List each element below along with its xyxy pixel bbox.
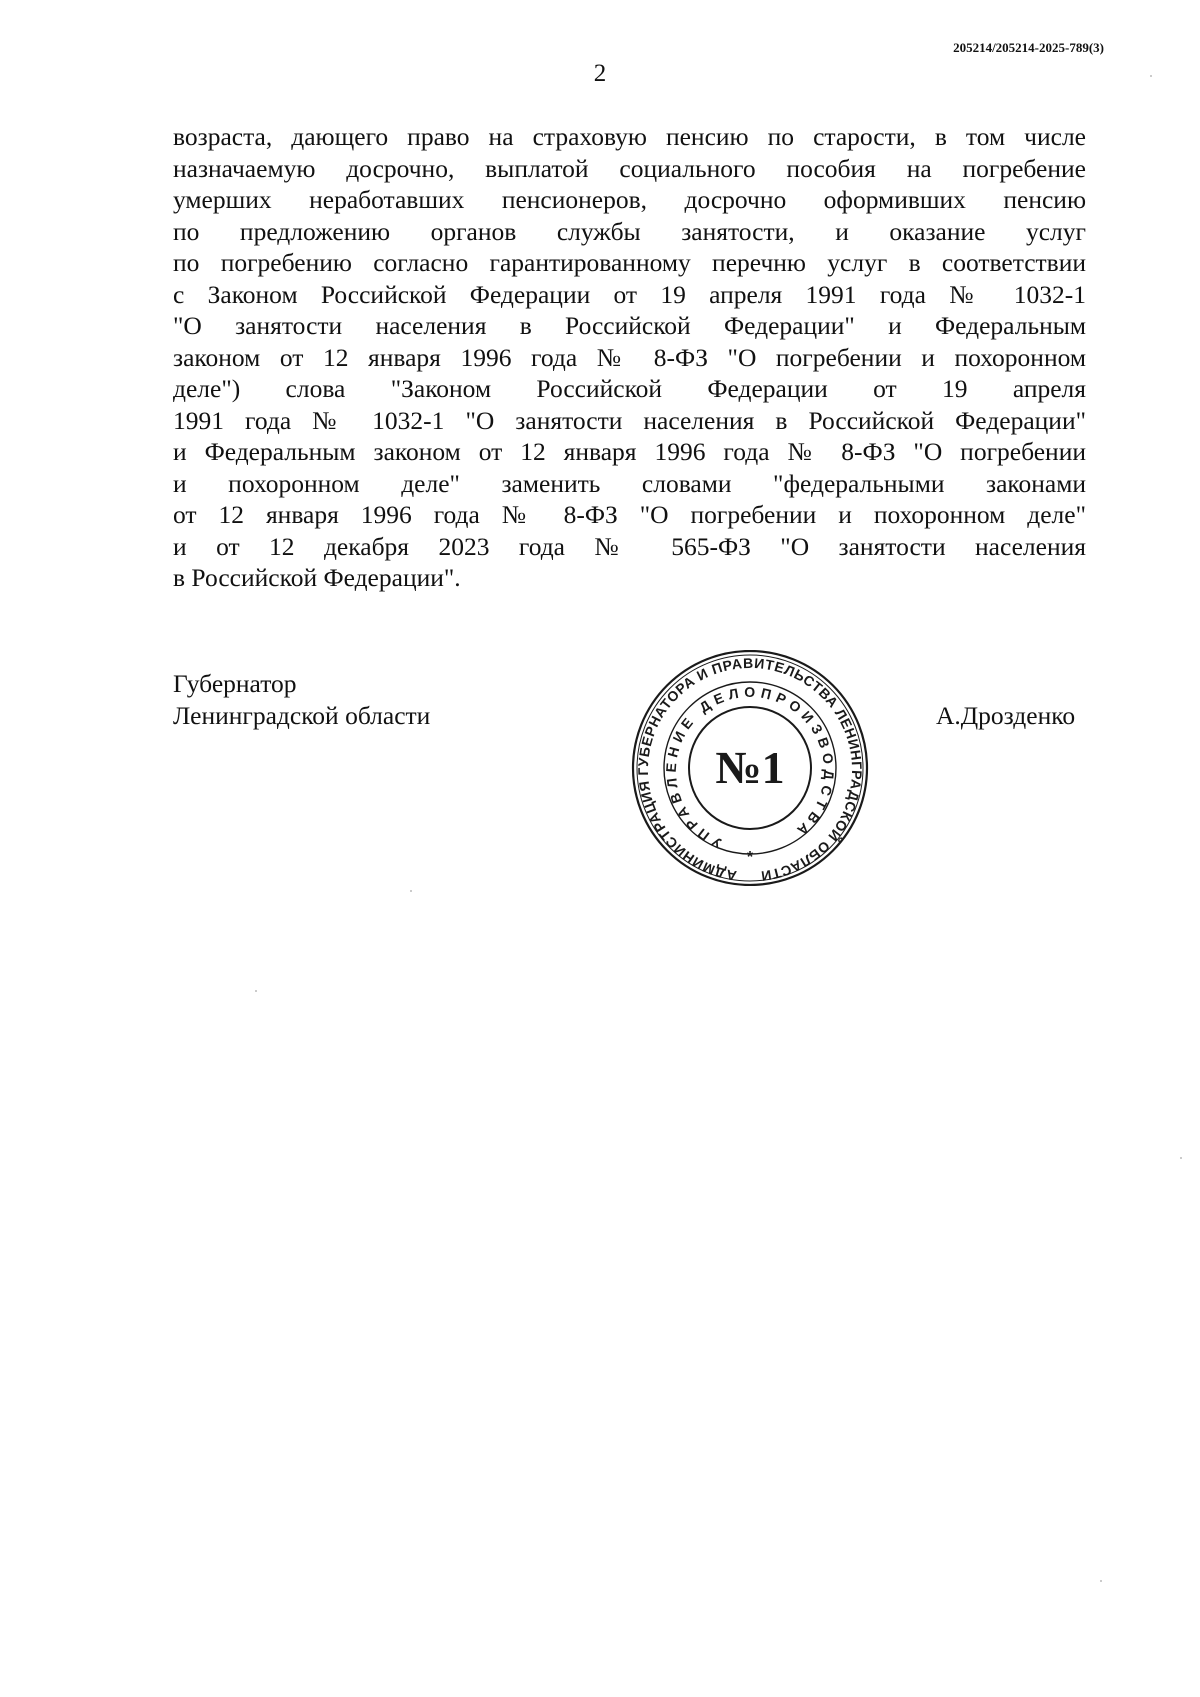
signatory-title	[173, 668, 430, 732]
seal-inner-text: УПРАВЛЕНИЕ ДЕЛОПРОИЗВОДСТВА	[662, 683, 838, 852]
scan-speck	[1150, 75, 1152, 77]
scan-speck	[1100, 1580, 1102, 1582]
body-paragraph	[173, 121, 1086, 594]
body-line: по предложению органов службы занятости, и оказание услуг	[173, 216, 1086, 246]
body-line: в Российской Федерации".	[173, 563, 461, 592]
body-line: с Законом Российской Федерации от 19 апреля 1991 года № 1032-1	[173, 279, 1086, 309]
body-line: и Федеральным законом от 12 января 1996 года № 8-ФЗ "О погребении	[173, 437, 1086, 466]
page-number: 2	[593, 60, 607, 87]
body-line: назначаемую досрочно, выплатой социального пособия на погребение	[173, 153, 1086, 183]
scan-speck	[410, 890, 412, 892]
document-code: 205214/205214-2025-789(3)	[953, 40, 1104, 55]
body-line: умерших неработавших пенсионеров, досрочно оформивших пенсию	[173, 185, 1086, 214]
body-line: 1991 года № 1032-1 "О занятости населения в Российской Федерации"	[173, 405, 1086, 435]
seal-graphic	[630, 650, 870, 886]
seal-center-number: №1	[715, 742, 785, 793]
signatory-title-line1: Губернатор	[173, 669, 297, 698]
body-line: от 12 января 1996 года № 8-ФЗ "О погребении и похоронном деле"	[173, 500, 1086, 529]
signatory-name: А.Дрозденко	[936, 701, 1076, 730]
body-line: законом от 12 января 1996 года № 8-ФЗ "О погребении и похоронном	[173, 342, 1086, 372]
scan-speck	[255, 990, 257, 992]
seal-outer-text: АДМИНИСТРАЦИЯ ГУБЕРНАТОРА И ПРАВИТЕЛЬСТВА ЛЕНИНГРАДСКОЙ ОБЛАСТИ	[634, 654, 866, 885]
seal-star: *	[746, 849, 754, 866]
signatory-title-line2: Ленинградской области	[173, 701, 431, 730]
body-line: возраста, дающего право на страховую пенсию по старости, в том числе	[173, 122, 1086, 151]
body-line: и от 12 декабря 2023 года № 565-ФЗ "О занятости населения	[173, 531, 1086, 561]
body-line: и похоронном деле" заменить словами "федеральными законами	[173, 468, 1086, 498]
scan-speck	[1180, 1157, 1182, 1159]
body-line: "О занятости населения в Российской Федерации" и Федеральным	[173, 311, 1086, 340]
body-line: деле") слова "Законом Российской Федерации от 19 апреля	[173, 374, 1086, 403]
official-seal	[630, 650, 870, 886]
body-line: по погребению согласно гарантированному перечню услуг в соответствии	[173, 248, 1086, 277]
